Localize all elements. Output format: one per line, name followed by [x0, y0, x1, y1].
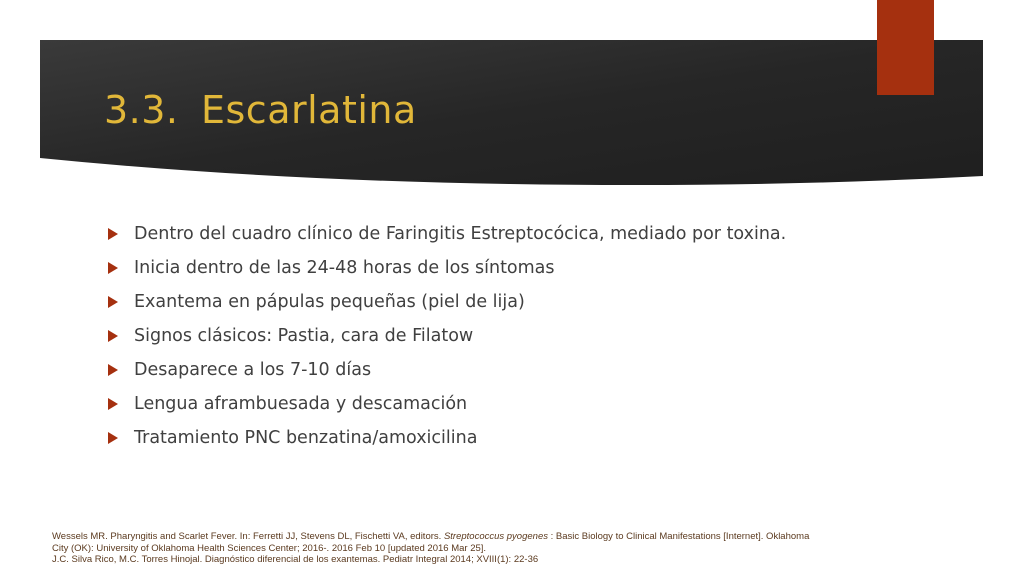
triangle-bullet-icon [108, 432, 118, 444]
bullet-item [106, 325, 806, 347]
bullet-item [106, 359, 806, 381]
bullet-item [106, 257, 806, 279]
triangle-bullet-icon [108, 330, 118, 342]
reference-1-text: Wessels MR. Pharyngitis and Scarlet Fever. In: Ferretti JJ, Stevens DL, Fischetti VA, editors. [52, 531, 444, 542]
bullet-item [106, 393, 806, 415]
bullet-item [106, 291, 806, 313]
accent-tab [877, 0, 934, 95]
reference-1-text-cont: : Basic Biology to Clinical Manifestations [Internet]. Oklahoma City (OK): University of Oklahoma Health Sciences Center; 2016-. 2016 Feb 10 [updated 2016 Mar 25]. [52, 531, 810, 554]
slide-title-text: Escarlatina [201, 88, 417, 132]
reference-1-italic: Streptococcus pyogenes [443, 531, 548, 542]
slide-title [104, 88, 417, 132]
bullet-text: Signos clásicos: Pastia, cara de Filatow [134, 326, 474, 346]
bullet-text: Dentro del cuadro clínico de Faringitis Estreptocócica, mediado por toxina. [134, 224, 787, 244]
slide-title-number: 3.3. [104, 88, 179, 132]
bullet-item [106, 427, 806, 449]
bullet-text: Inicia dentro de las 24-48 horas de los síntomas [134, 258, 555, 278]
reference-1 [52, 531, 812, 554]
triangle-bullet-icon [108, 262, 118, 274]
triangle-bullet-icon [108, 398, 118, 410]
bullet-text: Desaparece a los 7-10 días [134, 360, 372, 380]
bullet-text: Exantema en pápulas pequeñas (piel de lija) [134, 292, 525, 312]
bullet-text: Tratamiento PNC benzatina/amoxicilina [134, 428, 478, 448]
bullet-text: Lengua aframbuesada y descamación [134, 394, 468, 414]
reference-2: J.C. Silva Rico, M.C. Torres Hinojal. Diagnóstico diferencial de los exantemas. Pediatr Integral 2014; XVIII(1): 22-36 [52, 554, 539, 565]
bullet-item [106, 223, 806, 245]
triangle-bullet-icon [108, 296, 118, 308]
triangle-bullet-icon [108, 364, 118, 376]
triangle-bullet-icon [108, 228, 118, 240]
bullet-list [106, 223, 806, 461]
references [52, 531, 812, 566]
